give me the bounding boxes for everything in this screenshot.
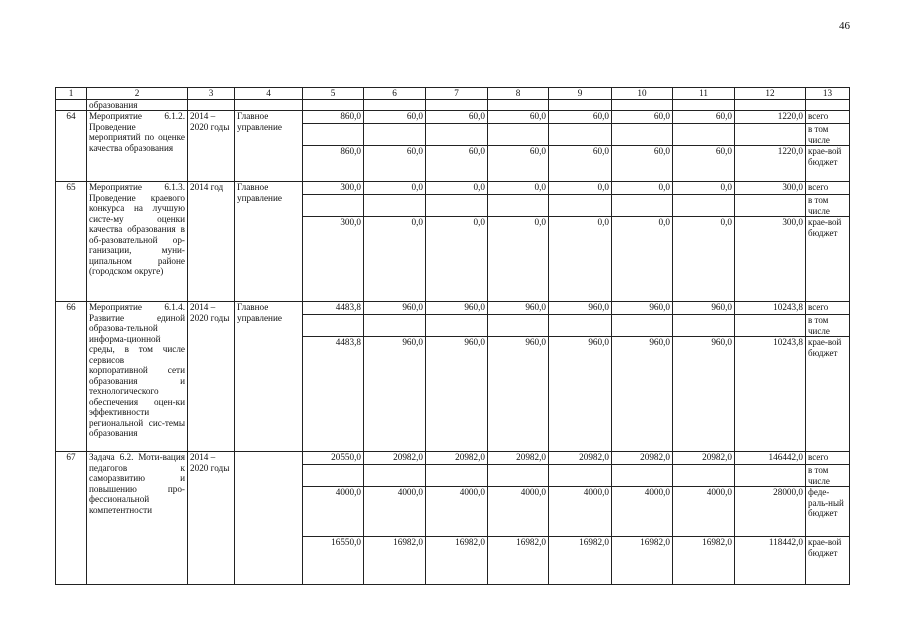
empty-cell xyxy=(426,99,488,111)
value-cell xyxy=(735,465,806,487)
value-cell: 60,0 xyxy=(364,111,426,124)
value-cell: 60,0 xyxy=(612,111,673,124)
row-number: 65 xyxy=(56,182,87,302)
value-cell: 0,0 xyxy=(549,182,612,195)
value-cell: 10243,8 xyxy=(735,302,806,315)
value-cell xyxy=(364,124,426,146)
value-cell: 960,0 xyxy=(426,302,488,315)
value-cell: 60,0 xyxy=(673,146,735,182)
row-number: 66 xyxy=(56,302,87,452)
table-row xyxy=(56,452,850,465)
table-row xyxy=(56,111,850,124)
value-cell: 0,0 xyxy=(488,217,549,302)
executor: Главное управление xyxy=(235,111,303,182)
row-number: 64 xyxy=(56,111,87,182)
budget-table xyxy=(55,87,850,585)
value-cell: 20982,0 xyxy=(612,452,673,465)
funding-category: всего xyxy=(806,452,850,465)
value-cell: 16550,0 xyxy=(303,537,364,585)
activity-name: Мероприятие 6.1.3. Проведение краевого конкурса на лучшую систе-му оценки качества образования в об-разовательной ор-ганизации, муни-ципальном районе (городском округе) xyxy=(87,182,188,302)
funding-category: всего xyxy=(806,182,850,195)
empty-cell xyxy=(56,99,87,111)
activity-name: Задача 6.2. Моти-вация педагогов к саморазвитию и повышению про-фессиональной компетентности xyxy=(87,452,188,585)
value-cell: 20982,0 xyxy=(488,452,549,465)
header-cell: 12 xyxy=(735,88,806,100)
table-row xyxy=(56,182,850,195)
value-cell xyxy=(549,195,612,217)
value-cell: 300,0 xyxy=(735,217,806,302)
empty-cell xyxy=(673,99,735,111)
value-cell: 10243,8 xyxy=(735,337,806,452)
value-cell: 4483,8 xyxy=(303,337,364,452)
value-cell xyxy=(364,465,426,487)
value-cell xyxy=(612,195,673,217)
years: 2014 – 2020 годы xyxy=(188,111,235,182)
value-cell: 20550,0 xyxy=(303,452,364,465)
value-cell: 0,0 xyxy=(488,182,549,195)
value-cell: 960,0 xyxy=(673,337,735,452)
header-cell: 7 xyxy=(426,88,488,100)
years: 2014 год xyxy=(188,182,235,302)
row-number: 67 xyxy=(56,452,87,585)
funding-category: всего xyxy=(806,302,850,315)
funding-category: феде-раль-ный бюджет xyxy=(806,487,850,537)
value-cell: 60,0 xyxy=(612,146,673,182)
empty-cell xyxy=(188,99,235,111)
value-cell xyxy=(488,195,549,217)
value-cell xyxy=(612,315,673,337)
value-cell: 4000,0 xyxy=(549,487,612,537)
value-cell xyxy=(303,315,364,337)
value-cell: 960,0 xyxy=(488,337,549,452)
empty-cell xyxy=(612,99,673,111)
value-cell: 16982,0 xyxy=(488,537,549,585)
funding-category: крае-вой бюджет xyxy=(806,337,850,452)
value-cell: 146442,0 xyxy=(735,452,806,465)
empty-cell xyxy=(235,99,303,111)
empty-cell xyxy=(364,99,426,111)
executor: Главное управление xyxy=(235,182,303,302)
header-cell: 10 xyxy=(612,88,673,100)
value-cell: 60,0 xyxy=(673,111,735,124)
empty-cell xyxy=(303,99,364,111)
value-cell xyxy=(303,465,364,487)
value-cell: 960,0 xyxy=(488,302,549,315)
value-cell xyxy=(673,315,735,337)
value-cell: 4000,0 xyxy=(488,487,549,537)
value-cell: 300,0 xyxy=(303,182,364,195)
value-cell xyxy=(426,124,488,146)
value-cell xyxy=(549,315,612,337)
table-row xyxy=(56,302,850,315)
value-cell: 0,0 xyxy=(364,182,426,195)
value-cell: 0,0 xyxy=(673,182,735,195)
header-cell: 13 xyxy=(806,88,850,100)
value-cell: 0,0 xyxy=(426,217,488,302)
value-cell: 60,0 xyxy=(549,111,612,124)
continuation-text: образования xyxy=(87,99,188,111)
value-cell: 860,0 xyxy=(303,111,364,124)
value-cell: 118442,0 xyxy=(735,537,806,585)
value-cell xyxy=(549,124,612,146)
value-cell xyxy=(673,195,735,217)
value-cell: 20982,0 xyxy=(673,452,735,465)
funding-category: в том числе xyxy=(806,465,850,487)
empty-cell xyxy=(488,99,549,111)
executor: Главное управление xyxy=(235,302,303,452)
activity-name: Мероприятие 6.1.2. Проведение мероприятий по оценке качества образования xyxy=(87,111,188,182)
funding-category: крае-вой бюджет xyxy=(806,537,850,585)
value-cell: 860,0 xyxy=(303,146,364,182)
value-cell: 0,0 xyxy=(612,182,673,195)
value-cell: 300,0 xyxy=(303,217,364,302)
years: 2014 – 2020 годы xyxy=(188,302,235,452)
value-cell xyxy=(488,124,549,146)
funding-category: в том числе xyxy=(806,195,850,217)
value-cell: 16982,0 xyxy=(612,537,673,585)
value-cell: 4000,0 xyxy=(426,487,488,537)
value-cell xyxy=(426,195,488,217)
value-cell: 4000,0 xyxy=(303,487,364,537)
funding-category: всего xyxy=(806,111,850,124)
value-cell xyxy=(488,465,549,487)
value-cell: 0,0 xyxy=(364,217,426,302)
value-cell: 16982,0 xyxy=(549,537,612,585)
value-cell: 960,0 xyxy=(364,302,426,315)
value-cell: 60,0 xyxy=(364,146,426,182)
header-cell: 9 xyxy=(549,88,612,100)
continuation-row xyxy=(56,99,850,111)
value-cell: 960,0 xyxy=(549,302,612,315)
empty-cell xyxy=(735,99,806,111)
value-cell: 4000,0 xyxy=(612,487,673,537)
value-cell: 20982,0 xyxy=(364,452,426,465)
value-cell: 16982,0 xyxy=(364,537,426,585)
value-cell xyxy=(735,315,806,337)
value-cell: 60,0 xyxy=(426,146,488,182)
value-cell xyxy=(426,315,488,337)
value-cell: 60,0 xyxy=(488,111,549,124)
page-number: 46 xyxy=(839,20,850,32)
funding-category: крае-вой бюджет xyxy=(806,146,850,182)
value-cell: 960,0 xyxy=(549,337,612,452)
value-cell: 4483,8 xyxy=(303,302,364,315)
value-cell xyxy=(673,124,735,146)
funding-category: крае-вой бюджет xyxy=(806,217,850,302)
value-cell: 20982,0 xyxy=(426,452,488,465)
value-cell xyxy=(673,465,735,487)
value-cell: 60,0 xyxy=(488,146,549,182)
header-cell: 2 xyxy=(87,88,188,100)
value-cell xyxy=(303,195,364,217)
empty-cell xyxy=(806,99,850,111)
funding-category: в том числе xyxy=(806,124,850,146)
value-cell: 1220,0 xyxy=(735,146,806,182)
value-cell xyxy=(612,124,673,146)
value-cell xyxy=(735,195,806,217)
value-cell: 1220,0 xyxy=(735,111,806,124)
header-cell: 6 xyxy=(364,88,426,100)
header-row xyxy=(56,88,850,100)
value-cell xyxy=(364,315,426,337)
value-cell: 0,0 xyxy=(426,182,488,195)
funding-category: в том числе xyxy=(806,315,850,337)
value-cell: 960,0 xyxy=(612,302,673,315)
value-cell xyxy=(488,315,549,337)
value-cell xyxy=(549,465,612,487)
value-cell xyxy=(303,124,364,146)
executor xyxy=(235,452,303,585)
value-cell: 16982,0 xyxy=(673,537,735,585)
empty-cell xyxy=(549,99,612,111)
value-cell xyxy=(426,465,488,487)
header-cell: 1 xyxy=(56,88,87,100)
value-cell xyxy=(364,195,426,217)
activity-name: Мероприятие 6.1.4. Развитие единой образова-тельной информа-ционной среды, в том числе сервисов корпоративной сети образования и технологического обеспечения оцен-ки эффективности региональной сис-темы образования xyxy=(87,302,188,452)
value-cell: 300,0 xyxy=(735,182,806,195)
value-cell: 960,0 xyxy=(673,302,735,315)
value-cell: 60,0 xyxy=(426,111,488,124)
value-cell: 960,0 xyxy=(612,337,673,452)
value-cell: 60,0 xyxy=(549,146,612,182)
value-cell: 4000,0 xyxy=(364,487,426,537)
value-cell: 960,0 xyxy=(364,337,426,452)
header-cell: 8 xyxy=(488,88,549,100)
value-cell: 0,0 xyxy=(673,217,735,302)
header-cell: 5 xyxy=(303,88,364,100)
header-cell: 3 xyxy=(188,88,235,100)
value-cell: 20982,0 xyxy=(549,452,612,465)
value-cell: 960,0 xyxy=(426,337,488,452)
value-cell: 4000,0 xyxy=(673,487,735,537)
header-cell: 4 xyxy=(235,88,303,100)
value-cell xyxy=(735,124,806,146)
header-cell: 11 xyxy=(673,88,735,100)
value-cell xyxy=(612,465,673,487)
years: 2014 – 2020 годы xyxy=(188,452,235,585)
value-cell: 28000,0 xyxy=(735,487,806,537)
value-cell: 0,0 xyxy=(549,217,612,302)
value-cell: 0,0 xyxy=(612,217,673,302)
value-cell: 16982,0 xyxy=(426,537,488,585)
